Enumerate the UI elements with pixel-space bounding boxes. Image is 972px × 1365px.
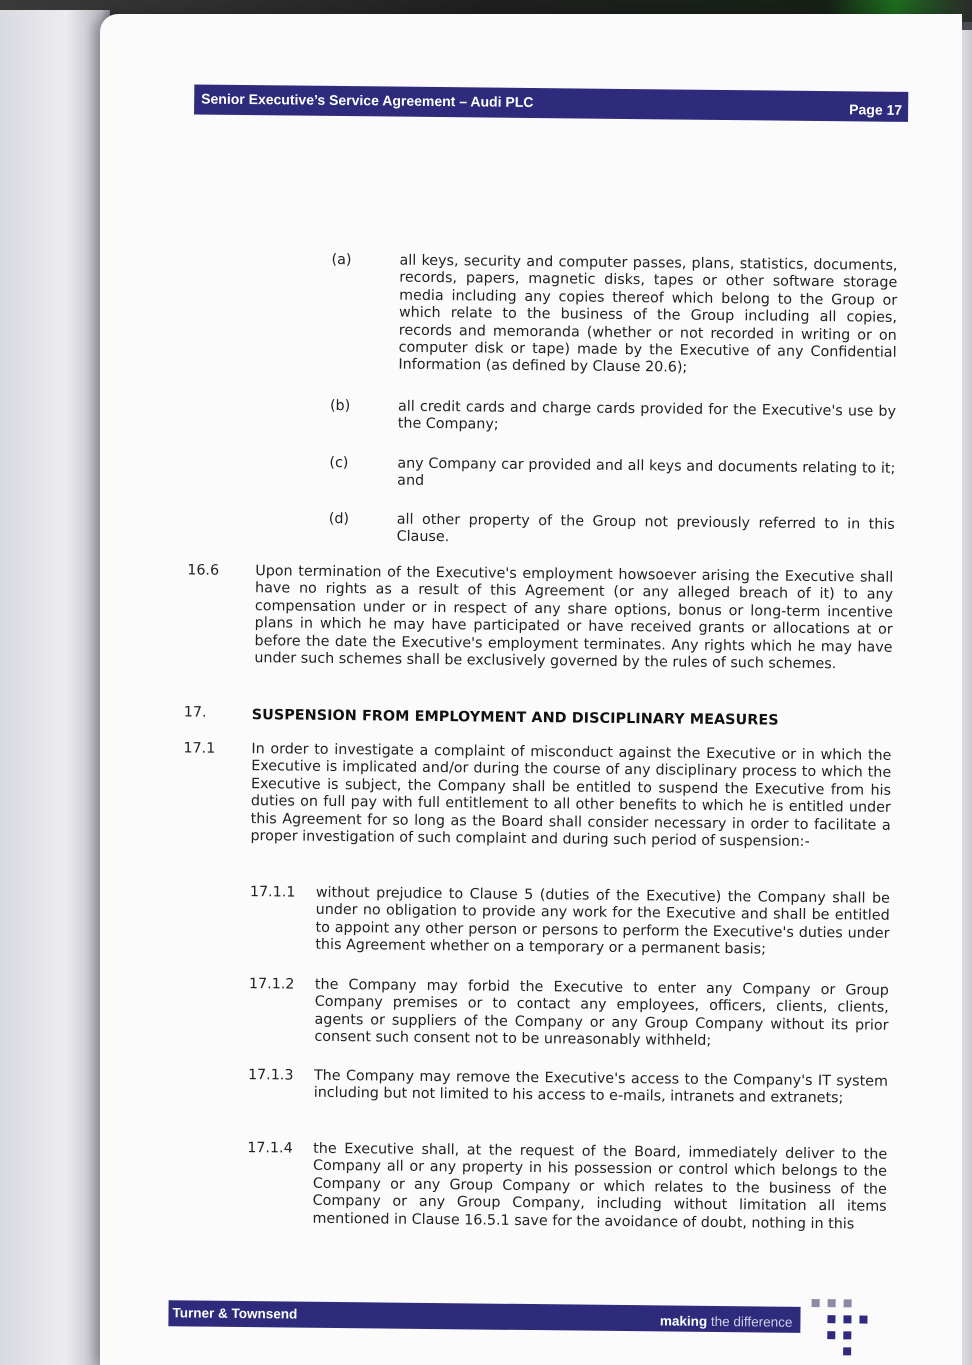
clause-16-6-text: Upon termination of the Executive's employment howsoever arising the Executive shall have no rights as a result of this Agreement (or any alleged breach of it) to any compensation under or in respect of any share options, bonus or long-term incentive plans in which he may have participated or have received grants or allocations at or before the date the Executive's employment terminates. Any rights which he may have under such schemes shall be exclusively governed by the rules of such schemes. [254,563,894,673]
subclause-number: 17.1.3 [247,1067,294,1084]
subclause-number: 17.1.1 [249,884,296,901]
document-page [100,14,962,1365]
binding-left-page [0,10,110,1365]
page-number: Page 17 [849,101,903,118]
document-content [100,14,962,1365]
subclause-number: 17.1.4 [247,1140,293,1157]
document-title: Senior Executive’s Service Agreement – Audi PLC [201,90,534,111]
tagline-bold: making [659,1313,708,1329]
tagline-rest: the difference [707,1313,793,1330]
clause-number: 16.6 [187,562,220,579]
footer-tagline [660,1313,793,1329]
section-heading: SUSPENSION FROM EMPLOYMENT AND DISCIPLINARY MEASURES [251,707,779,729]
list-item-label: (a) [331,251,352,269]
page-footer [168,1300,800,1333]
subclause-text: The Company may remove the Executive's access to the Company's IT system including but not limited to his access to e-mails, intranets and extranets; [313,1067,889,1107]
list-item-text: all keys, security and computer passes, plans, statistics, documents, records, papers, magnetic disks, tapes or other software storage media including any copies thereof which belong to the Group or which relate to the business of the Group including all copies, records and memoranda (whether or not recorded in writing or on computer disk or tape) made by the Executive of any Confidential Information (as defined by Clause 20.6); [398,252,898,377]
subclause-text: the Company may forbid the Executive to enter any Company or Group Company premises or to contact any employees, officers, clients, clients, agents or suppliers of the Company or any Group Company without its prior consent such consent not to be unreasonably withheld; [314,976,889,1050]
subclause-text: without prejudice to Clause 5 (duties of the Executive) the Company shall be under no obligation to provide any work for the Executive and shall be entitled to appoint any other person or persons to perform the Executive's duties under this Agreement whether on a temporary or a permanent basis; [315,884,890,958]
firm-name: Turner & Townsend [172,1305,298,1322]
subclause-text: the Executive shall, at the request of the Board, immediately deliver to the Company all or any property in his possession or control which belongs to the Company or any Group Company or which relates to the business of the Company or any Group Company, including without limitation all items mentioned in Clause 16.5.1 save for the avoidance of doubt, nothing in this [312,1140,888,1233]
firm-logo-icon [809,1299,864,1364]
list-item-label: (d) [328,510,350,528]
list-item-label: (c) [329,454,349,472]
subclause-number: 17.1.2 [248,976,295,993]
list-item-text: all other property of the Group not previously referred to in this Clause. [396,511,895,546]
list-item-text: any Company car provided and all keys and documents relating to it; and [397,455,896,490]
clause-number: 17.1 [183,740,216,757]
page-header [194,84,908,121]
section-number: 17. [183,704,207,721]
clause-17-1-text: In order to investigate a complaint of misconduct against the Executive or in which the Executive is implicated and/or during the course of any disciplinary process to which the Executive is subject, the Company shall be entitled to suspend the Executive from his duties on full pay with full entitlement to all other benefits to which he is entitled under this Agreement for so long as the Board shall consider necessary in order to facilitate a proper investigation of such complaint and during such period of suspension:- [250,741,892,850]
list-item-text: all credit cards and charge cards provided for the Executive's use by the Company; [397,398,897,434]
list-item-label: (b) [329,397,351,415]
